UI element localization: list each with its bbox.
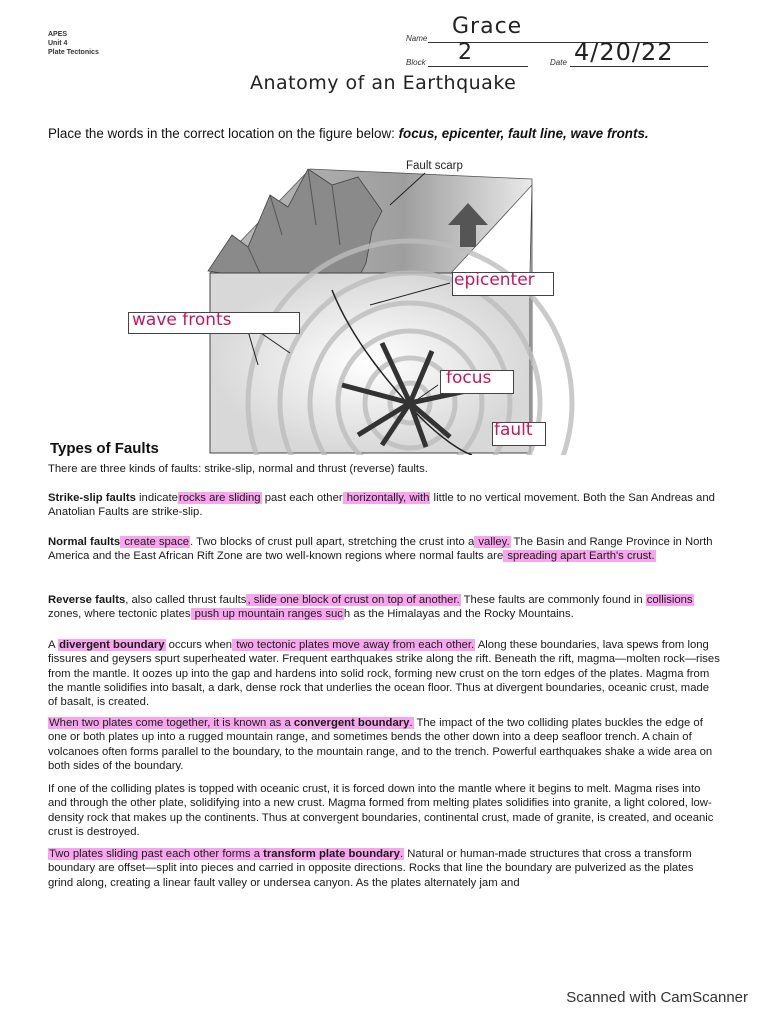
date-underline	[570, 66, 708, 67]
course-label: APES	[48, 31, 68, 38]
term-normal-faults: Normal faults	[48, 536, 121, 548]
term-strike-slip: Strike-slip faults	[48, 492, 136, 504]
date-label: Date	[550, 58, 567, 67]
faults-intro: There are three kinds of faults: strike-slip, normal and thrust (reverse) faults.	[48, 463, 428, 475]
block-right-face	[530, 185, 532, 453]
header-course-info	[48, 30, 99, 57]
instructions-text: Place the words in the correct location on the figure below:	[48, 126, 399, 141]
name-value: Grace	[452, 14, 523, 39]
paragraph-reverse-faults: Reverse faults, also called thrust faults, slide one block of crust on top of another. These faults are commonly found in collisions zones, where tectonic plates push up mountain ranges such as the Himalayas and the Rocky Mountains.	[48, 594, 693, 621]
answer-fault: fault	[494, 420, 533, 440]
paragraph-oceanic-crust: If one of the colliding plates is topped with oceanic crust, it is forced down into the mantle where it begins to melt. Magma rises into and through the other plate, solidifying into a new crust. Magma formed from melting plates solidifies into granite, a light colored, low-density rock that makes up the continents. Thus at convergent boundaries, continental crust, made of granite, is created, and oceanic crust is destroyed.	[48, 783, 714, 838]
block-label: Block	[406, 58, 426, 67]
fault-scarp-label: Fault scarp	[406, 160, 463, 172]
paragraph-convergent: When two plates come together, it is known as a convergent boundary. The impact of the two colliding plates buckles the edge of one or both plates up into a rugged mountain range, and sometimes bends the other down into a deep seafloor trench. A chain of volcanoes often forms parallel to the boundary, to the mountain range, and to the trench. Powerful earthquakes shake a wide area on both sides of the boundary.	[48, 717, 713, 772]
earthquake-block-diagram	[120, 155, 590, 455]
scanner-watermark: Scanned with CamScanner	[566, 989, 748, 1006]
paragraph-normal-faults: Normal faults create space. Two blocks of crust pull apart, stretching the crust into a valley. The Basin and Range Province in North America and the East African Rift Zone are two well-known regions where normal faults are spreading apart Earth's crust.	[48, 536, 713, 563]
highlight: spreading apart Earth's crust.	[504, 550, 655, 563]
term-reverse-faults: Reverse faults	[48, 594, 126, 606]
highlight: , slide one block of crust on top of another.	[247, 594, 460, 606]
answer-focus: focus	[446, 368, 492, 388]
types-of-faults-heading: Types of Faults	[50, 440, 159, 457]
paragraph-strike-slip: Strike-slip faults indicaterocks are sliding past each other horizontally, with little to no vertical movement. Both the San Andreas and Anatolian Faults are strike-slip.	[48, 492, 715, 519]
block-underline	[428, 66, 528, 67]
paragraph-divergent: A divergent boundary occurs when two tectonic plates move away from each other. Along these boundaries, lava spews from long fissures and geysers spurt superheated water. Frequent earthquakes strike along the rift. Beneath the rift, magma—molten rock—rises from the mantle. It oozes up into the gap and hardens into solid rock, forming new crust on the torn edges of the plates. Magma from the mantle solidifies into basalt, a dark, dense rock that underlies the ocean floor. Thus at divergent boundaries, oceanic crust, made of basalt, is created.	[48, 639, 720, 709]
highlight: create space	[121, 536, 190, 548]
block-value: 2	[458, 40, 473, 65]
page-title: Anatomy of an Earthquake	[250, 72, 517, 94]
term-transform-boundary: transform plate boundary	[263, 848, 400, 860]
term-convergent-boundary: convergent boundary	[293, 717, 410, 729]
highlight: horizontally, with	[343, 492, 430, 504]
highlight: rocks are sliding	[178, 492, 261, 504]
answer-epicenter: epicenter	[454, 270, 535, 290]
instructions	[48, 126, 738, 141]
unit-label: Unit 4	[48, 40, 68, 47]
highlight: valley.	[475, 536, 510, 548]
date-value: 4/20/22	[574, 38, 674, 66]
topic-label: Plate Tectonics	[48, 49, 99, 56]
instructions-terms: focus, epicenter, fault line, wave fronts.	[398, 126, 649, 141]
highlight: push up mountain ranges suc	[191, 608, 343, 621]
name-label: Name	[406, 34, 428, 43]
answer-wave-fronts: wave fronts	[132, 310, 232, 330]
highlight: collisions	[646, 594, 693, 606]
paragraph-transform: Two plates sliding past each other forms a transform plate boundary. Natural or human-made structures that cross a transform boundary are offset—split into pieces and carried in opposite directions. Rocks that line the boundary are pulverized as the plates grind along, creating a linear fault valley or undersea canyon. As the plates alternately jam and	[48, 848, 694, 889]
term-divergent-boundary: divergent boundary	[59, 639, 165, 651]
highlight: two tectonic plates move away from each other.	[233, 639, 475, 651]
